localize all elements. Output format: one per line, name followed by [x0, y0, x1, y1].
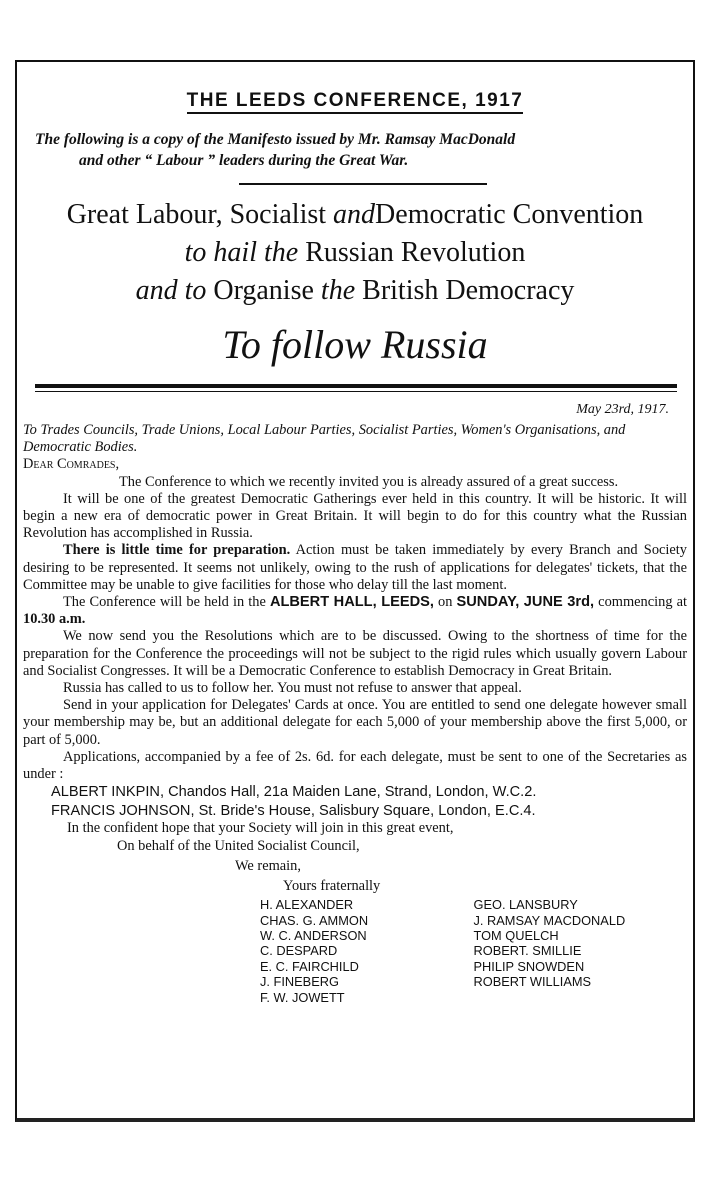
heading-line-2-b: Russian Revolution [298, 237, 526, 268]
secretary-2-name: FRANCIS JOHNSON [51, 802, 191, 819]
signatory: ROBERT. SMILLIE [473, 943, 582, 959]
heading-line-2 [17, 234, 693, 272]
heading-line-1-a: Great Labour, Socialist [66, 199, 334, 230]
signatory: C. DESPARD [260, 943, 338, 959]
signatories [23, 897, 687, 1005]
document-page [15, 60, 695, 1122]
heading-line-3-c: the [320, 275, 356, 306]
document-title-text: THE LEEDS CONFERENCE, 1917 [187, 90, 524, 114]
secretary-1-address: , Chandos Hall, 21a Maiden Lane, Strand, London, W.C.2. [159, 784, 537, 801]
heading-line-3-b: Organise [206, 275, 321, 306]
secretary-1-name: ALBERT INKPIN [51, 784, 160, 801]
thick-divider [35, 384, 677, 388]
paragraph-4-e: commencing at [594, 594, 687, 611]
heading-line-1 [17, 196, 693, 234]
closing-line-4: Yours fraternally [283, 878, 381, 895]
letter-date: May 23rd, 1917. [576, 402, 669, 417]
closing-line-1: In the confident hope that your Society will join in this great event, [67, 820, 454, 837]
paragraph-5: We now send you the Resolutions which are to be discussed. Owing to the shortness of time for the preparation for the Conference the proceedings will not be subject to the rigid rules which usually govern Labour and Socialist Congresses. It will be a Democratic Conference to establish Democracy in Great Britain. [23, 628, 687, 679]
intro-note [35, 129, 677, 171]
heading-line-3-a: and to [135, 275, 207, 306]
paragraph-7: Send in your application for Delegates' Cards at once. You are entitled to send one delegate however small your membership may be, but an additional delegate for each 5,000 of your membership above the first 5,000, or part of 5,000. [23, 697, 687, 748]
paragraph-6: Russia has called to us to follow her. You must not refuse to answer that appeal. [63, 680, 522, 697]
venue: ALBERT HALL, LEEDS, [269, 594, 434, 611]
secretary-2 [51, 802, 687, 821]
signatory: H. ALEXANDER [260, 897, 354, 913]
signatory: GEO. LANSBURY [473, 897, 578, 913]
closing-line-2: On behalf of the United Socialist Council, [117, 837, 360, 854]
thin-divider [35, 391, 677, 392]
secretary-2-address: , St. Bride's House, Salisbury Square, London, E.C.4. [190, 802, 536, 819]
heading-line-3-d: British Democracy [355, 275, 575, 306]
paragraph-2: It will be one of the greatest Democratic Gatherings ever held in this country. It will be historic. It will begin a new era of democratic power in Great Britain. It will begin to do for this country what the Russian Revolution has accomplished in Russia. [23, 490, 687, 542]
secretary-1 [51, 783, 687, 802]
heading-line-1-b: and [333, 199, 376, 230]
signatory: ROBERT WILLIAMS [473, 974, 592, 990]
paragraph-4 [23, 594, 687, 628]
paragraph-3-rest: Action must be taken immediately by every Branch and Society desiring to be represented. It seems not unlikely, owing to the rush of applications for delegates' tickets, that the Committee may be unable to give facilities for those who delay till the last moment. [23, 542, 687, 593]
secretary-list [23, 783, 687, 820]
paragraph-1: The Conference to which we recently invited you is already assured of a great success. [119, 473, 619, 490]
event-time: 10.30 a.m. [23, 611, 86, 628]
addressee: To Trades Councils, Trade Unions, Local Labour Parties, Socialist Parties, Women's Organisations, and Democratic Bodies. [23, 422, 626, 456]
salutation: Dear Comrades, [23, 456, 120, 473]
closing-line-3: We remain, [235, 857, 301, 874]
signatory: PHILIP SNOWDEN [473, 958, 585, 974]
signatory: CHAS. G. AMMON [260, 912, 369, 928]
heading-line-1-c: Democratic Convention [375, 199, 644, 230]
short-divider [239, 183, 487, 185]
document-title [17, 90, 693, 112]
paragraph-3 [23, 542, 687, 594]
heading-slogan: To follow Russia [222, 322, 488, 367]
signatories-left [23, 897, 474, 1005]
paragraph-3-lead: There is little time for preparation. [63, 542, 291, 559]
heading-line-2-a: to hail the [184, 237, 299, 268]
signatory: W. C. ANDERSON [260, 928, 367, 944]
paragraph-4-a: The Conference will be held in the [63, 594, 270, 611]
signatory: F. W. JOWETT [260, 989, 345, 1005]
heading-line-3 [17, 272, 693, 310]
signatory: J. FINEBERG [260, 974, 339, 990]
manifesto-heading [17, 196, 693, 374]
letter-body [23, 422, 687, 1005]
event-date: SUNDAY, JUNE 3rd, [456, 594, 595, 611]
signatory: E. C. FAIRCHILD [260, 958, 359, 974]
intro-line-1: The following is a copy of the Manifesto issued by Mr. Ramsay MacDonald [35, 131, 516, 148]
paragraph-8: Applications, accompanied by a fee of 2s. 6d. for each delegate, must be sent to one of the Secretaries as under : [23, 748, 687, 783]
signatory: TOM QUELCH [473, 928, 559, 944]
intro-line-2: and other “ Labour ” leaders during the Great War. [79, 152, 409, 169]
signatory: J. RAMSAY MACDONALD [473, 912, 626, 928]
paragraph-4-c: on [433, 594, 457, 611]
signatories-right [474, 897, 688, 1005]
